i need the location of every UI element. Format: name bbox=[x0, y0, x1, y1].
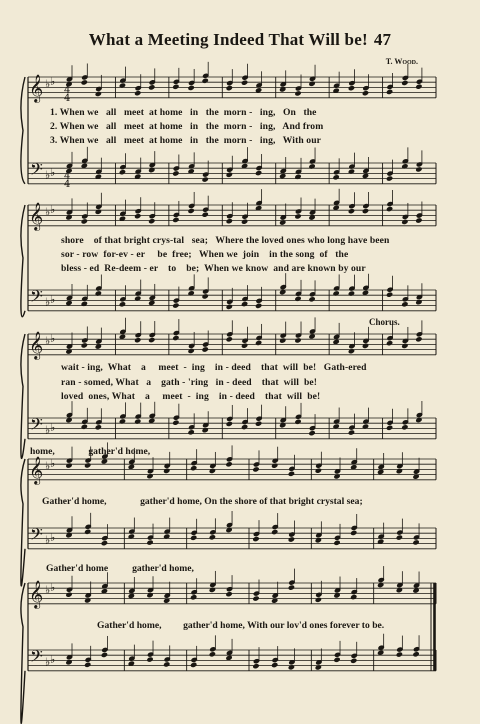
flat-sign: ♭ bbox=[50, 332, 56, 346]
treble-note bbox=[226, 218, 233, 224]
bass-note bbox=[172, 170, 179, 176]
hymn-title: What a Meeting Indeed That Will be! bbox=[88, 30, 368, 49]
treble-note bbox=[415, 336, 422, 342]
treble-note bbox=[172, 335, 179, 341]
treble-note bbox=[350, 594, 357, 600]
bass-note bbox=[146, 656, 153, 662]
bass-note bbox=[101, 540, 108, 546]
lyric-s3-verse3: loved ones, What a meet - ing in - deed that will be! bbox=[61, 391, 321, 402]
treble-clef: 𝄞 bbox=[29, 331, 44, 359]
chorus-lower-text-s4: Gather'd home, gather'd home, On the shore of that bright crystal sea; bbox=[42, 496, 363, 507]
bass-note bbox=[172, 420, 179, 426]
flat-sign: ♭ bbox=[45, 334, 51, 348]
treble-note bbox=[294, 90, 301, 96]
flat-sign: ♭ bbox=[45, 423, 51, 437]
time-signature-numerator: 4 bbox=[64, 171, 71, 182]
bass-note bbox=[95, 290, 102, 296]
treble-clef: 𝄞 bbox=[29, 74, 44, 102]
bass-note bbox=[332, 174, 339, 180]
bass-note bbox=[146, 539, 153, 545]
treble-note bbox=[202, 78, 209, 84]
bass-note bbox=[190, 535, 197, 541]
bass-note bbox=[271, 662, 278, 668]
treble-note bbox=[134, 337, 141, 343]
bass-note bbox=[81, 424, 88, 430]
treble-note bbox=[81, 342, 88, 348]
flat-sign: ♭ bbox=[50, 293, 56, 307]
flat-sign: ♭ bbox=[45, 583, 51, 597]
treble-note bbox=[209, 468, 216, 474]
treble-note bbox=[95, 209, 102, 215]
bass-note bbox=[401, 424, 408, 430]
lyric-s1-verse2: 2. When we all meet at home in the morn - ing, And from bbox=[50, 121, 324, 132]
flat-sign: ♭ bbox=[45, 205, 51, 219]
page-title bbox=[0, 30, 480, 50]
lyric-s3-verse1: wait - ing, What a meet - ing in - deed that will be! Gath-ered bbox=[61, 362, 367, 373]
bass-note bbox=[294, 296, 301, 302]
treble-note bbox=[148, 218, 155, 224]
bass-note bbox=[386, 292, 393, 298]
system-brace bbox=[21, 205, 25, 317]
treble-note bbox=[81, 79, 88, 85]
bass-note bbox=[386, 175, 393, 181]
treble-note bbox=[362, 208, 369, 214]
bass-note bbox=[209, 651, 216, 657]
bass-note bbox=[241, 301, 248, 307]
treble-clef: 𝄞 bbox=[29, 456, 44, 484]
treble-note bbox=[288, 471, 295, 477]
chorus-upper-text-s4: home, gather'd home, bbox=[30, 446, 151, 457]
treble-note bbox=[172, 217, 179, 223]
flat-sign: ♭ bbox=[50, 75, 56, 89]
bass-note bbox=[134, 418, 141, 424]
treble-note bbox=[386, 340, 393, 346]
bass-note bbox=[226, 421, 233, 427]
bass-note bbox=[241, 424, 248, 430]
treble-note bbox=[84, 462, 91, 468]
treble-note bbox=[65, 592, 72, 598]
bass-note bbox=[396, 534, 403, 540]
lyric-s2-verse1: shore of that bright crys-tal sea; Where the loved ones who long have been bbox=[61, 235, 390, 246]
lyric-s2-verse3: bless - ed Re-deem - er to be; When we know and are known by our bbox=[61, 263, 366, 274]
bass-note bbox=[226, 172, 233, 178]
treble-note bbox=[225, 461, 232, 467]
treble-note bbox=[65, 462, 72, 468]
chorus-upper-text-s5: Gather'd home gather'd home, bbox=[46, 563, 194, 574]
bass-note bbox=[172, 302, 179, 308]
flat-sign: ♭ bbox=[50, 421, 56, 435]
bass-note bbox=[350, 658, 357, 664]
bass-note bbox=[308, 430, 315, 436]
treble-note bbox=[308, 81, 315, 87]
treble-clef: 𝄞 bbox=[29, 202, 44, 230]
treble-note bbox=[288, 584, 295, 590]
treble-note bbox=[225, 591, 232, 597]
bass-note bbox=[101, 652, 108, 658]
bass-note bbox=[119, 418, 126, 424]
bass-note bbox=[412, 539, 419, 545]
treble-note bbox=[401, 343, 408, 349]
bass-note bbox=[95, 424, 102, 430]
treble-note bbox=[226, 336, 233, 342]
bass-note bbox=[190, 662, 197, 668]
bass-note bbox=[119, 169, 126, 175]
treble-note bbox=[252, 466, 259, 472]
treble-note bbox=[187, 208, 194, 214]
treble-note bbox=[362, 343, 369, 349]
bass-note bbox=[202, 176, 209, 182]
bass-note bbox=[252, 663, 259, 669]
bass-note bbox=[288, 536, 295, 542]
bass-note bbox=[202, 293, 209, 299]
bass-note bbox=[255, 421, 262, 427]
treble-note bbox=[190, 465, 197, 471]
treble-note bbox=[315, 468, 322, 474]
bass-clef: 𝄢 bbox=[30, 414, 43, 438]
bass-note bbox=[348, 290, 355, 296]
treble-note bbox=[95, 91, 102, 97]
treble-note bbox=[348, 348, 355, 354]
treble-note bbox=[294, 213, 301, 219]
treble-note bbox=[415, 217, 422, 223]
treble-note bbox=[163, 468, 170, 474]
treble-note bbox=[148, 337, 155, 343]
bass-note bbox=[84, 662, 91, 668]
treble-note bbox=[241, 343, 248, 349]
lyric-s1-verse1: 1. When we all meet at home in the morn - ing, On the bbox=[50, 107, 317, 118]
bass-note bbox=[119, 301, 126, 307]
chorus-lower-text-s5: Gather'd home, gather'd home, With our lov'd ones forever to be. bbox=[97, 620, 385, 631]
bass-note bbox=[348, 429, 355, 435]
flat-sign: ♭ bbox=[50, 166, 56, 180]
bass-note bbox=[350, 530, 357, 536]
treble-note bbox=[172, 84, 179, 90]
time-signature-denominator: 4 bbox=[64, 179, 71, 190]
treble-note bbox=[415, 84, 422, 90]
treble-note bbox=[134, 213, 141, 219]
system-brace bbox=[21, 459, 25, 586]
bass-note bbox=[412, 651, 419, 657]
flat-sign: ♭ bbox=[50, 203, 56, 217]
flat-sign: ♭ bbox=[50, 653, 56, 667]
treble-note bbox=[148, 84, 155, 90]
time-signature-denominator: 4 bbox=[64, 93, 71, 104]
treble-note bbox=[81, 218, 88, 224]
bass-clef: 𝄢 bbox=[30, 159, 43, 183]
treble-note bbox=[362, 90, 369, 96]
treble-note bbox=[252, 595, 259, 601]
bass-note bbox=[81, 301, 88, 307]
treble-note bbox=[315, 597, 322, 603]
flat-sign: ♭ bbox=[45, 168, 51, 182]
bass-note bbox=[252, 536, 259, 542]
treble-note bbox=[348, 85, 355, 91]
bass-note bbox=[187, 429, 194, 435]
treble-note bbox=[279, 337, 286, 343]
treble-note bbox=[386, 206, 393, 212]
bass-note bbox=[271, 529, 278, 535]
system-brace bbox=[21, 77, 25, 184]
flat-sign: ♭ bbox=[45, 77, 51, 91]
bass-note bbox=[294, 419, 301, 425]
bass-note bbox=[255, 170, 262, 176]
treble-note bbox=[202, 212, 209, 218]
bass-note bbox=[308, 163, 315, 169]
treble-note bbox=[294, 337, 301, 343]
treble-note bbox=[190, 594, 197, 600]
bass-note bbox=[163, 661, 170, 667]
page-number: 47 bbox=[373, 30, 392, 49]
treble-note bbox=[209, 587, 216, 593]
treble-note bbox=[202, 346, 209, 352]
treble-note bbox=[134, 90, 141, 96]
bass-note bbox=[332, 290, 339, 296]
bass-note bbox=[288, 664, 295, 670]
bass-note bbox=[415, 166, 422, 172]
bass-note bbox=[255, 303, 262, 309]
treble-note bbox=[348, 208, 355, 214]
bass-note bbox=[333, 540, 340, 546]
system-brace bbox=[21, 583, 25, 723]
bass-note bbox=[294, 174, 301, 180]
treble-note bbox=[386, 89, 393, 95]
bass-note bbox=[226, 304, 233, 310]
treble-note bbox=[241, 80, 248, 86]
time-signature-numerator: 4 bbox=[64, 85, 71, 96]
flat-sign: ♭ bbox=[50, 531, 56, 545]
bass-note bbox=[396, 651, 403, 657]
bass-clef: 𝄢 bbox=[30, 646, 43, 670]
bass-note bbox=[308, 296, 315, 302]
chorus-label: Chorus. bbox=[369, 317, 400, 327]
treble-note bbox=[187, 348, 194, 354]
bass-note bbox=[386, 425, 393, 431]
treble-clef: 𝄞 bbox=[29, 580, 44, 608]
treble-note bbox=[146, 473, 153, 479]
treble-note bbox=[187, 85, 194, 91]
composer-credit: T. Wood. bbox=[385, 57, 418, 66]
flat-sign: ♭ bbox=[45, 655, 51, 669]
treble-note bbox=[271, 463, 278, 469]
system-brace bbox=[21, 334, 25, 458]
lyric-s3-verse2: ran - somed, What a gath - 'ring in - deed that will be! bbox=[61, 377, 318, 388]
bass-note bbox=[401, 301, 408, 307]
treble-note bbox=[241, 219, 248, 225]
lyric-s1-verse3: 3. When we all meet at home in the morn - ing, With our bbox=[50, 135, 321, 146]
bass-note bbox=[84, 529, 91, 535]
flat-sign: ♭ bbox=[50, 457, 56, 471]
flat-sign: ♭ bbox=[45, 295, 51, 309]
bass-note bbox=[209, 534, 216, 540]
treble-note bbox=[226, 85, 233, 91]
bass-clef: 𝄢 bbox=[30, 524, 43, 548]
treble-note bbox=[255, 340, 262, 346]
treble-note bbox=[401, 80, 408, 86]
flat-sign: ♭ bbox=[45, 533, 51, 547]
bass-note bbox=[333, 657, 340, 663]
lyric-s2-verse2: sor - row for-ev - er be free; When we join in the song of the bbox=[61, 249, 349, 260]
treble-note bbox=[401, 219, 408, 225]
flat-sign: ♭ bbox=[50, 581, 56, 595]
bass-clef: 𝄢 bbox=[30, 286, 43, 310]
flat-sign: ♭ bbox=[45, 459, 51, 473]
